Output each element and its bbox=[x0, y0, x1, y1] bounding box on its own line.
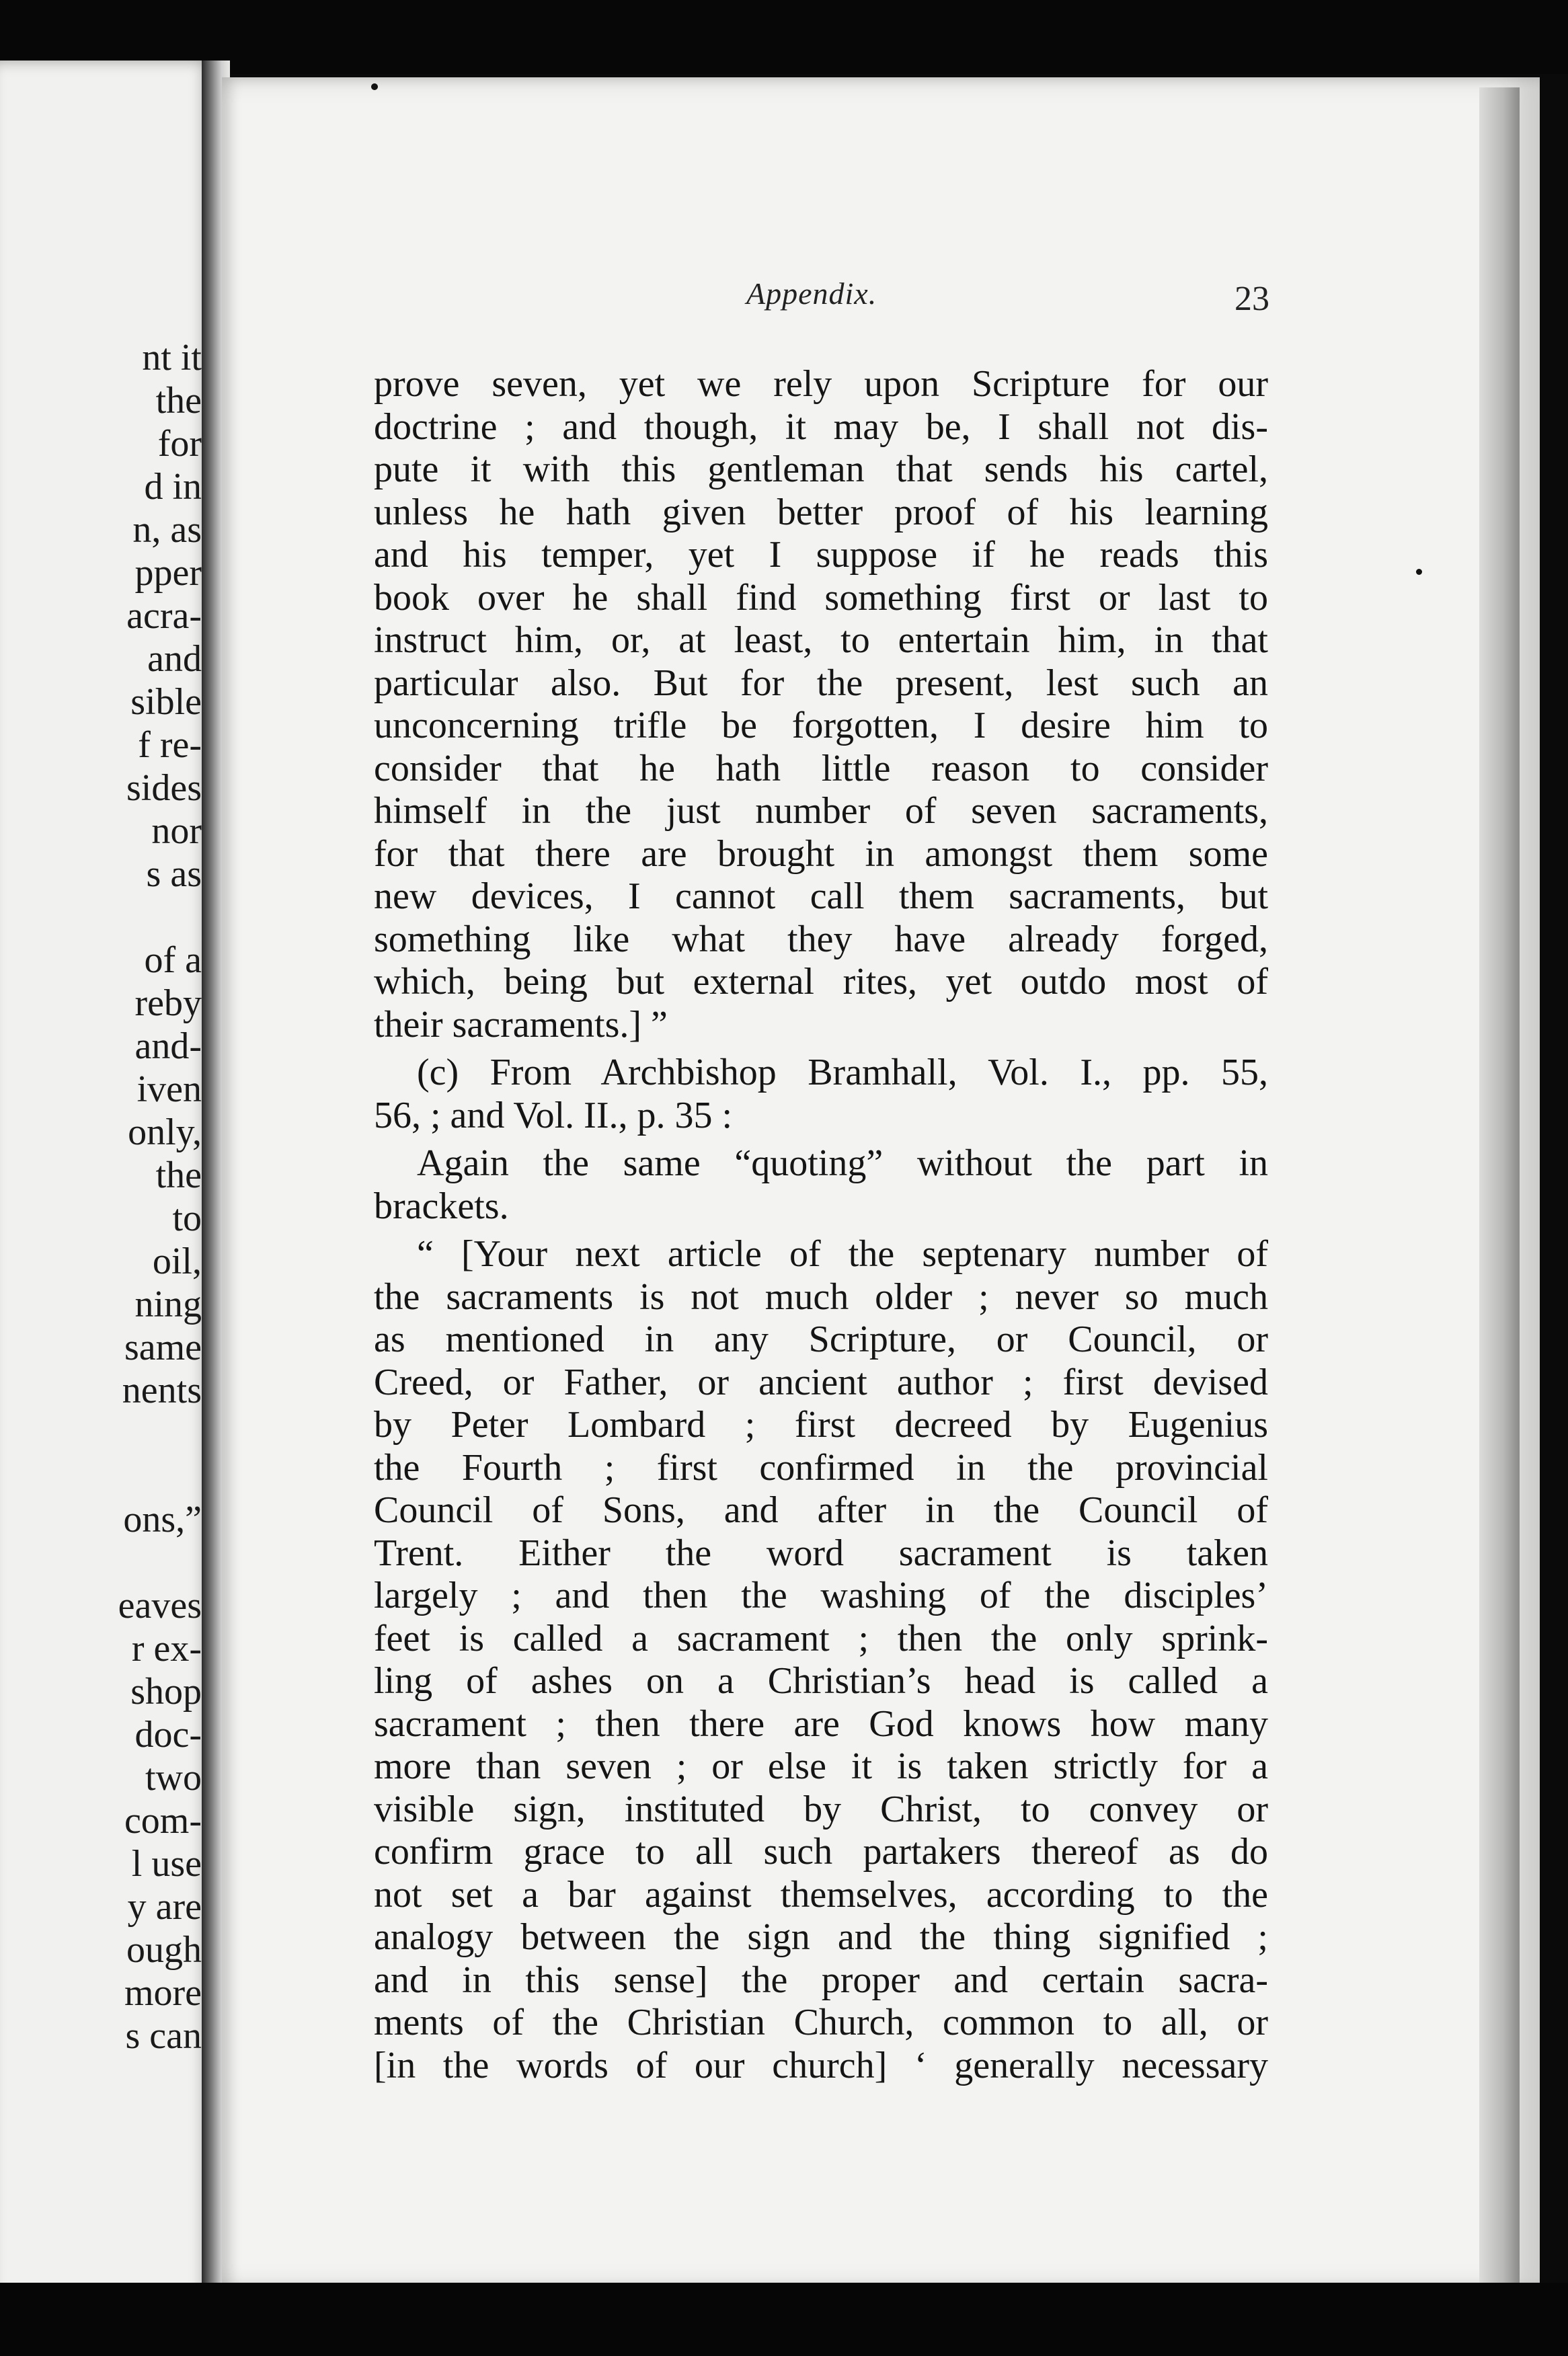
left-page-line: l use bbox=[131, 1843, 202, 1885]
text-line: ments of the Christian Church, common to all, or bbox=[374, 2002, 1268, 2043]
text-line: and in this sense] the proper and certain sacra- bbox=[374, 1959, 1268, 2001]
left-page-line: oil, bbox=[152, 1241, 202, 1282]
left-page-line: and- bbox=[134, 1025, 202, 1067]
text-line: which, being but external rites, yet outdo most of bbox=[374, 961, 1268, 1003]
text-line: brackets. bbox=[374, 1185, 509, 1227]
left-page-line: shop bbox=[130, 1671, 202, 1713]
text-line: new devices, I cannot call them sacraments, but bbox=[374, 875, 1268, 917]
scan-border-bottom bbox=[0, 2283, 1568, 2356]
text-line: Again the same “quoting” without the part in bbox=[417, 1142, 1268, 1184]
left-page-line: same bbox=[124, 1327, 202, 1368]
text-line: “ [Your next article of the septenary number of bbox=[417, 1233, 1268, 1275]
text-line: more than seven ; or else it is taken strictly for a bbox=[374, 1745, 1268, 1787]
left-page-line: ons,” bbox=[123, 1499, 202, 1540]
text-line: (c) From Archbishop Bramhall, Vol. I., pp. 55, bbox=[417, 1052, 1268, 1093]
paragraph-4 bbox=[374, 1233, 1268, 2087]
left-page-line: more bbox=[124, 1972, 202, 2014]
left-page-line: s can bbox=[125, 2015, 202, 2057]
paragraph-3 bbox=[374, 1142, 1268, 1228]
left-page-line: s as bbox=[146, 853, 202, 895]
text-line: unconcerning trifle be forgotten, I desire him to bbox=[374, 705, 1268, 746]
text-line: something like what they have already forged, bbox=[374, 918, 1268, 960]
page-edge-shadow bbox=[1479, 87, 1520, 2286]
left-page-line: to bbox=[172, 1197, 202, 1239]
text-line: analogy between the sign and the thing signified ; bbox=[374, 1916, 1268, 1958]
left-page-line: pper bbox=[134, 552, 202, 594]
left-page-line: nt it bbox=[142, 337, 202, 379]
body-text bbox=[374, 363, 1268, 2087]
text-line: book over he shall find something first or last to bbox=[374, 576, 1268, 619]
left-page-line: of a bbox=[144, 939, 202, 981]
left-page-line: for bbox=[157, 423, 202, 465]
text-line: confirm grace to all such partakers thereof as do bbox=[374, 1831, 1268, 1873]
paragraph-2 bbox=[374, 1052, 1268, 1137]
text-line: unless he hath given better proof of his learning bbox=[374, 491, 1268, 533]
left-page-line: two bbox=[145, 1757, 202, 1799]
text-line: prove seven, yet we rely upon Scripture for our bbox=[374, 363, 1268, 405]
left-page-line: n, as bbox=[132, 509, 202, 551]
left-page-line: nents bbox=[122, 1370, 202, 1411]
left-page-line: ough bbox=[126, 1929, 202, 1971]
left-page-line: d in bbox=[144, 466, 202, 508]
text-line: the Fourth ; first confirmed in the provincial bbox=[374, 1446, 1268, 1489]
scan-speck bbox=[371, 83, 378, 90]
running-head: Appendix. bbox=[746, 276, 877, 311]
text-line: visible sign, instituted by Christ, to convey or bbox=[374, 1788, 1268, 1830]
left-page-line: y are bbox=[127, 1886, 202, 1928]
text-line: 56, ; and Vol. II., p. 35 : bbox=[374, 1094, 733, 1136]
text-line: particular also. But for the present, lest such an bbox=[374, 662, 1268, 704]
left-page-line: sides bbox=[126, 767, 202, 809]
text-line: largely ; and then the washing of the disciples’ bbox=[374, 1575, 1268, 1616]
text-line: by Peter Lombard ; first decreed by Eugenius bbox=[374, 1404, 1268, 1446]
scan-border-top bbox=[0, 0, 1568, 74]
left-page-line: sible bbox=[130, 681, 202, 723]
text-line: the sacraments is not much older ; never so much bbox=[374, 1275, 1268, 1318]
left-page-line: the bbox=[155, 1154, 202, 1196]
page-number: 23 bbox=[1234, 280, 1269, 318]
left-page-line: and bbox=[147, 638, 202, 680]
left-page-line: eaves bbox=[118, 1585, 202, 1626]
text-line: their sacraments.] ” bbox=[374, 1003, 668, 1046]
text-line: Creed, or Father, or ancient author ; first devised bbox=[374, 1361, 1268, 1403]
left-page-line: only, bbox=[128, 1111, 202, 1153]
text-line: for that there are brought in amongst them some bbox=[374, 832, 1268, 875]
left-page-line: com- bbox=[124, 1800, 202, 1842]
text-line: not set a bar against themselves, according to the bbox=[374, 1873, 1268, 1916]
text-line: ling of ashes on a Christian’s head is called a bbox=[374, 1660, 1268, 1702]
left-page-line: acra- bbox=[126, 595, 202, 637]
left-page-line: the bbox=[155, 380, 202, 422]
left-page-line: r ex- bbox=[131, 1628, 202, 1670]
text-line: consider that he hath little reason to consider bbox=[374, 747, 1268, 789]
left-page-line: reby bbox=[134, 982, 202, 1024]
text-line: instruct him, or, at least, to entertain him, in that bbox=[374, 619, 1268, 661]
text-line: and his temper, yet I suppose if he reads this bbox=[374, 534, 1268, 576]
left-page-line: iven bbox=[136, 1068, 202, 1110]
scan-speck bbox=[1416, 569, 1422, 575]
text-line: pute it with this gentleman that sends his cartel, bbox=[374, 448, 1268, 490]
text-line: feet is called a sacrament ; then the only sprink- bbox=[374, 1617, 1268, 1659]
text-line: Council of Sons, and after in the Council of bbox=[374, 1489, 1268, 1531]
left-page-line: ning bbox=[134, 1284, 202, 1325]
text-line: sacrament ; then there are God knows how many bbox=[374, 1702, 1268, 1745]
text-line: doctrine ; and though, it may be, I shall not dis- bbox=[374, 405, 1268, 448]
left-page-line: nor bbox=[151, 810, 202, 852]
text-line: as mentioned in any Scripture, or Council, or bbox=[374, 1319, 1268, 1360]
paragraph-1 bbox=[374, 363, 1268, 1046]
text-line: [in the words of our church] ‘ generally necessary bbox=[374, 2044, 1268, 2086]
facing-page-left bbox=[0, 61, 214, 2300]
text-line: himself in the just number of seven sacraments, bbox=[374, 790, 1268, 832]
text-line: Trent. Either the word sacrament is taken bbox=[374, 1532, 1268, 1574]
left-page-line: doc- bbox=[134, 1714, 202, 1756]
left-page-line: f re- bbox=[138, 724, 202, 766]
